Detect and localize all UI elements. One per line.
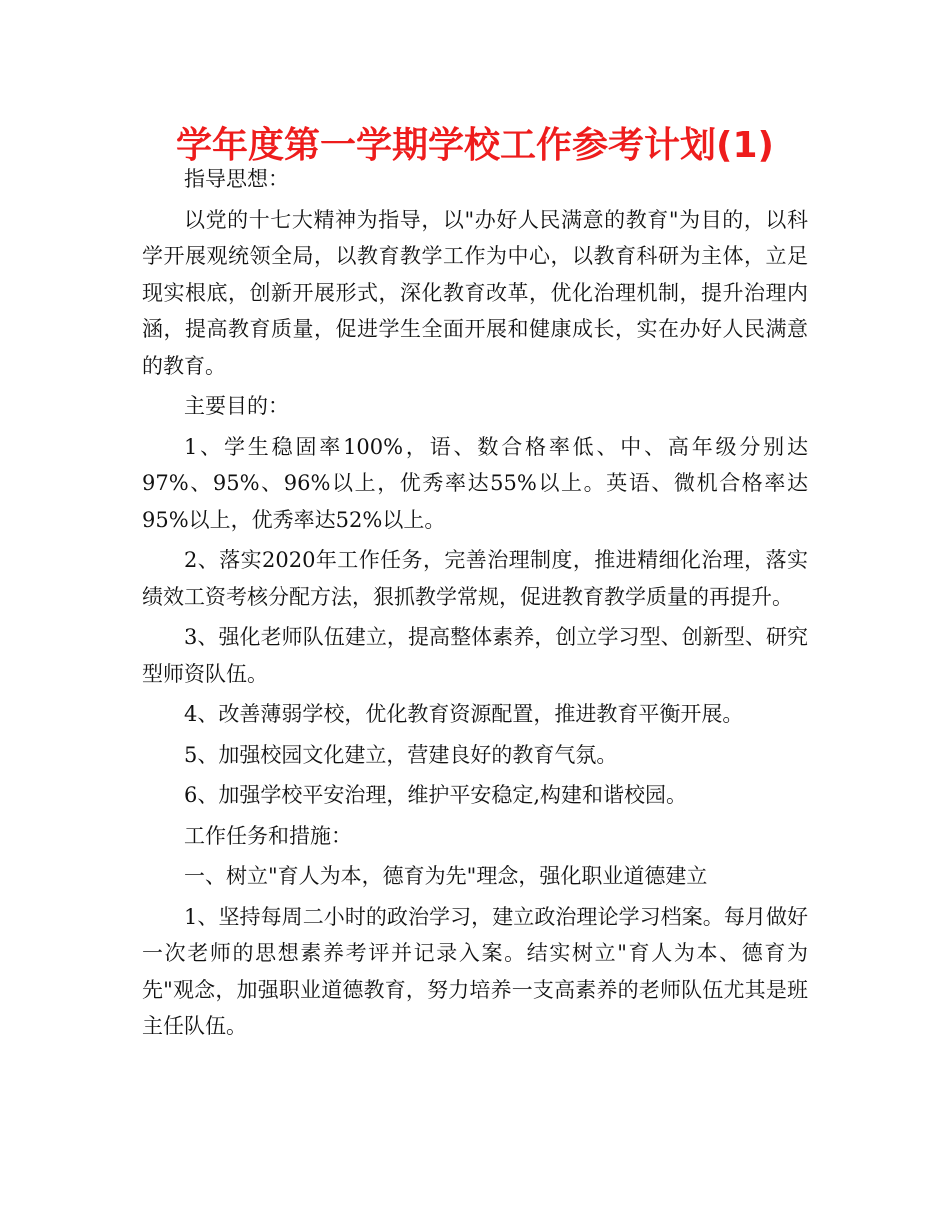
paragraph-section-1-item-1: 1、坚持每周二小时的政治学习，建立政治理论学习档案。每月做好一次老师的思想素养考评并记录入案。结实树立"育人为本、德育为先"观念，加强职业道德教育，努力培养一支高素养的老师队伍尤其是班主任队伍。 bbox=[142, 904, 808, 1038]
paragraph-section-1-heading: 一、树立"育人为本，德育为先"理念，强化职业道德建立 bbox=[184, 864, 708, 888]
paragraph-goal-1: 1、学生稳固率100%，语、数合格率低、中、高年级分别达97%、95%、96%以上，优秀率达55%以上。英语、微机合格率达95%以上，优秀率达52%以上。 bbox=[142, 434, 808, 532]
paragraph-guiding-text: 以党的十七大精神为指导，以"办好人民满意的教育"为目的，以科学开展观统领全局，以教育教学工作为中心，以教育科研为主体，立足现实根底，创新开展形式，深化教育改革，优化治理机制，提升治理内涵，提高教育质量，促进学生全面开展和健康成长，实在办好人民满意的教育。 bbox=[142, 207, 808, 378]
paragraph-goal-6: 6、加强学校平安治理，维护平安稳定,构建和谐校园。 bbox=[184, 783, 688, 807]
paragraph-goal-4: 4、改善薄弱学校，优化教育资源配置，推进教育平衡开展。 bbox=[184, 702, 744, 726]
document-title: 学年度第一学期学校工作参考计划(1) bbox=[176, 125, 774, 166]
paragraph-goal-3: 3、强化老师队伍建立，提高整体素养，创立学习型、创新型、研究型师资队伍。 bbox=[142, 625, 808, 686]
paragraph-goal-2: 2、落实2020年工作任务，完善治理制度，推进精细化治理，落实绩效工资考核分配方法，狠抓教学常规，促进教育教学质量的再提升。 bbox=[142, 548, 808, 609]
paragraph-guiding-heading: 指导思想： bbox=[184, 167, 289, 191]
document-body bbox=[142, 161, 808, 1045]
paragraph-goal-5: 5、加强校园文化建立，营建良好的教育气氛。 bbox=[184, 742, 618, 767]
paragraph-tasks-heading: 工作任务和措施： bbox=[184, 823, 352, 848]
paragraph-goals-heading: 主要目的： bbox=[184, 394, 289, 418]
